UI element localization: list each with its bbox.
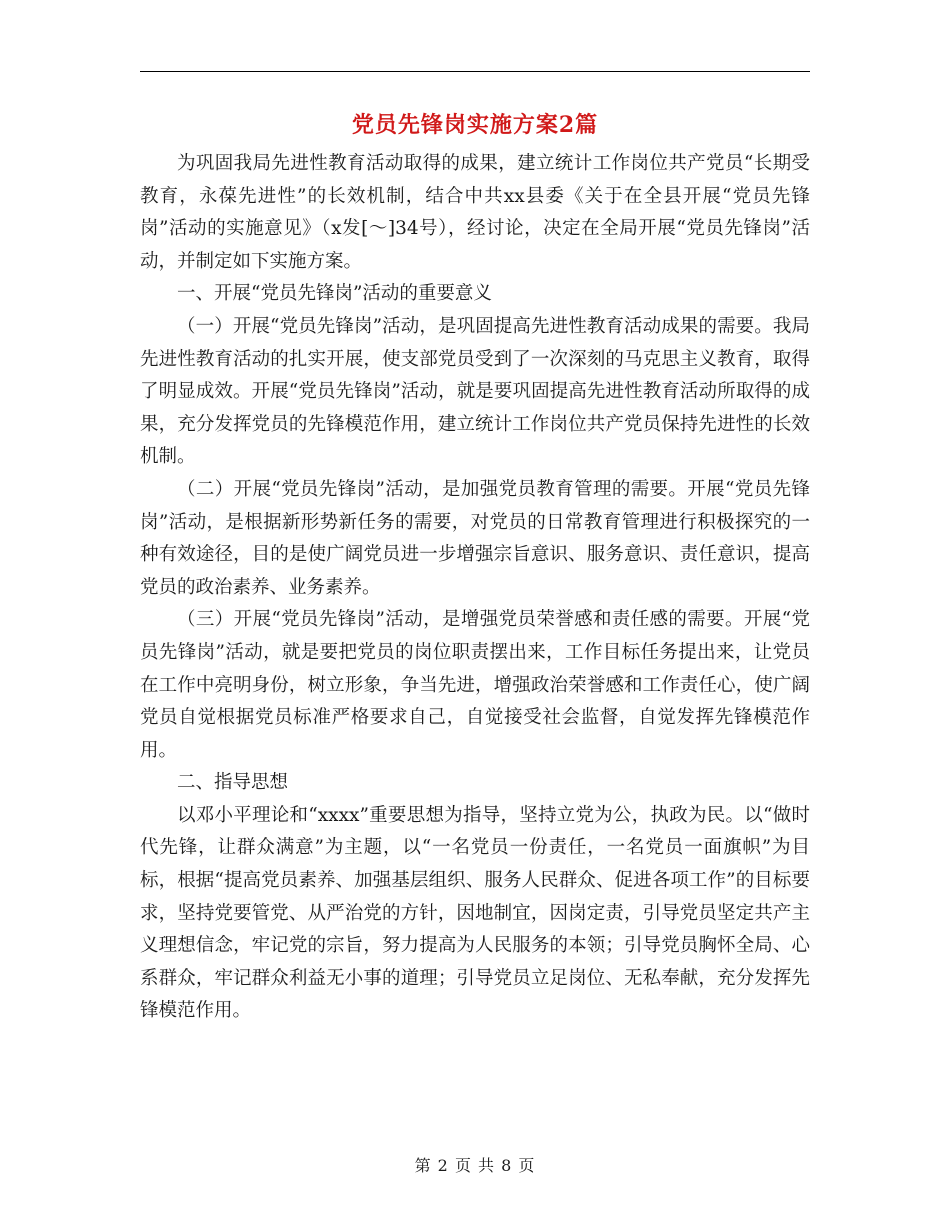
section-heading-guiding-thought: 二、指导思想 — [177, 772, 289, 794]
paragraph-significance-2: （二）开展“党员先锋岗”活动，是加强党员教育管理的需要。开展“党员先锋岗”活动，是根据新形势新任务的需要，对党员的日常教育管理进行积极探究的一种有效途径，目的是使广阔党员进一步增强宗旨意识、服务意识、责任意识，提高党员的政治素养、业务素养。 — [140, 478, 810, 598]
page-number-footer: 第 2 页 共 8 页 — [414, 1156, 536, 1175]
paragraph-guiding-thought: 以邓小平理论和“xxxx”重要思想为指导，坚持立党为公，执政为民。以“做时代先锋，让群众满意”为主题，以“一名党员一份责任，一名党员一面旗帜”为目标，根据“提高党员素养、加强基层组织、服务人民群众、促进各项工作”的目标要求，坚持党要管党、从严治党的方针，因地制宜，因岗定责，引导党员坚定共产主义理想信念，牢记党的宗旨，努力提高为人民服务的本领；引导党员胸怀全局、心系群众，牢记群众利益无小事的道理；引导党员立足岗位、无私奉献，充分发挥先锋模范作用。 — [140, 804, 810, 1022]
intro-paragraph: 为巩固我局先进性教育活动取得的成果，建立统计工作岗位共产党员“长期受教育，永葆先进性”的长效机制，结合中共xx县委《关于在全县开展“党员先锋岗”活动的实施意见》（x发[～]34号），经讨论，决定在全局开展“党员先锋岗”活动，并制定如下实施方案。 — [140, 153, 810, 272]
paragraph-significance-3: （三）开展“党员先锋岗”活动，是增强党员荣誉感和责任感的需要。开展“党员先锋岗”活动，就是要把党员的岗位职责摆出来，工作目标任务提出来，让党员在工作中亮明身份，树立形象，争当先进，增强政治荣誉感和工作责任心，使广阔党员自觉根据党员标准严格要求自己，自觉接受社会监督，自觉发挥先锋模范作用。 — [140, 609, 810, 761]
document-body — [140, 148, 810, 1028]
section-heading-significance: 一、开展“党员先锋岗”活动的重要意义 — [177, 283, 492, 305]
paragraph-significance-1: （一）开展“党员先锋岗”活动，是巩固提高先进性教育活动成果的需要。我局先进性教育活动的扎实开展，使支部党员受到了一次深刻的马克思主义教育，取得了明显成效。开展“党员先锋岗”活动，就是要巩固提高先进性教育活动所取得的成果，充分发挥党员的先锋模范作用，建立统计工作岗位共产党员保持先进性的长效机制。 — [140, 315, 810, 468]
header-rule — [140, 71, 810, 72]
document-title: 党员先锋岗实施方案2篇 — [351, 112, 599, 138]
